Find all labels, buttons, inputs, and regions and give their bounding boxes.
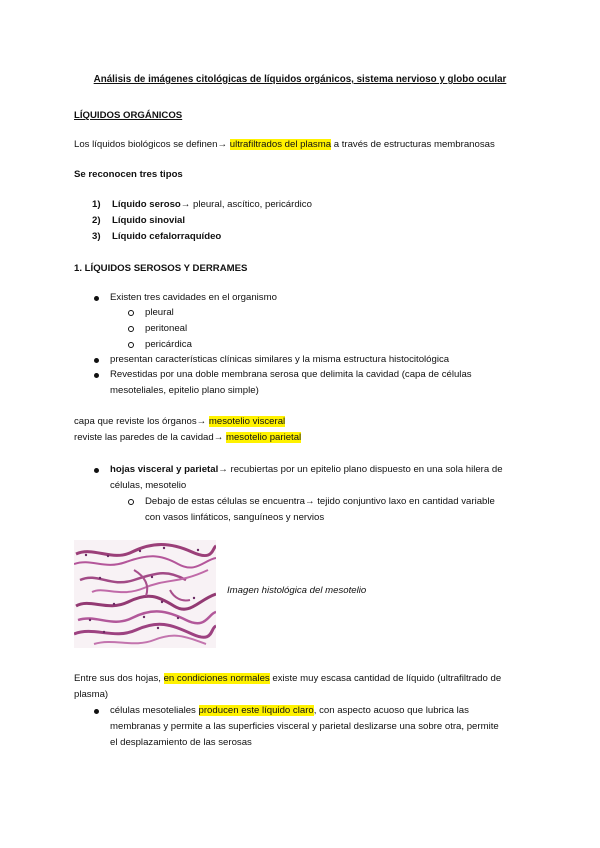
bullet-dot — [94, 468, 99, 473]
layer-text: capa que reviste los órganos→ — [74, 416, 209, 427]
normal-pre: Entre sus dos hojas, — [74, 673, 164, 684]
bullet-revestidas-line1: Revestidas por una doble membrana serosa que delimita la cavidad (capa de células — [110, 369, 472, 380]
layer-parietal — [74, 432, 301, 443]
bullet-revestidas-line2: mesoteliales, epitelio plano simple) — [110, 385, 259, 396]
normal-line2: plasma) — [74, 689, 109, 700]
type-name: Líquido sinovial — [112, 215, 186, 226]
type-number: 2) — [92, 215, 101, 226]
type-item-2 — [92, 215, 185, 226]
sub-item-peritoneal: peritoneal — [145, 323, 188, 334]
type-rest: → pleural, ascítico, pericárdico — [180, 199, 312, 210]
normal-post: existe muy escasa cantidad de líquido (ultrafiltrado de — [269, 673, 502, 684]
sub-item-pleural: pleural — [145, 307, 174, 318]
image-caption: Imagen histológica del mesotelio — [227, 585, 367, 596]
bullet-dot — [94, 296, 99, 301]
type-name: Líquido seroso — [112, 199, 181, 210]
layer-highlight-visceral: mesotelio visceral — [208, 416, 286, 427]
histology-image — [74, 540, 216, 648]
type-item-3 — [92, 231, 221, 242]
bullet-dot — [94, 358, 99, 363]
document-title: Análisis de imágenes citológicas de líquidos orgánicos, sistema nervioso y globo ocular — [93, 74, 507, 85]
section-heading-serosos: 1. LÍQUIDOS SEROSOS Y DERRAMES — [74, 263, 248, 274]
bullet-hojas-line2: células, mesotelio — [110, 480, 187, 491]
histology-image-graphic — [74, 540, 216, 648]
bullet-dot — [94, 709, 99, 714]
layer-visceral — [74, 416, 285, 427]
hojas-bold: hojas visceral y parietal — [110, 464, 219, 475]
intro-highlight: ultrafiltrados del plasma — [229, 139, 332, 150]
normal-highlight: en condiciones normales — [163, 673, 270, 684]
intro-text-pre: Los líquidos biológicos se definen→ — [74, 139, 230, 150]
layer-highlight-parietal: mesotelio parietal — [225, 432, 302, 443]
bullet-caracteristicas: presentan características clínicas similares y la misma estructura histocitológica — [110, 354, 450, 365]
sub-bullet-circle — [128, 310, 134, 316]
bullet-hojas-line1 — [110, 464, 503, 475]
meso-pre: células mesoteliales — [110, 705, 199, 716]
sub-debajo-line1: Debajo de estas células se encuentra→ tejido conjuntivo laxo en cantidad variable — [145, 496, 495, 507]
normal-line1 — [74, 673, 501, 684]
meso-highlight: producen este líquido claro — [198, 705, 314, 716]
sub-bullet-circle — [128, 326, 134, 332]
type-item-1 — [92, 199, 312, 210]
sub-debajo-line2: con vasos linfáticos, sanguíneos y nervios — [145, 512, 325, 523]
hojas-rest: → recubiertas por un epitelio plano dispuesto en una sola hilera de — [218, 464, 503, 475]
intro-paragraph — [74, 139, 495, 150]
section-heading-liquidos-organicos: LÍQUIDOS ORGÁNICOS — [74, 110, 183, 121]
intro-text-post: a través de estructuras membranosas — [331, 139, 495, 150]
meso-line3: el desplazamiento de las serosas — [110, 737, 252, 748]
type-number: 3) — [92, 231, 101, 242]
sub-item-pericardica: pericárdica — [145, 339, 192, 350]
meso-line2: membranas y permite a las superficies visceral y parietal deslizarse una sobre otra, permite — [110, 721, 499, 732]
type-name: Líquido cefalorraquídeo — [112, 231, 222, 242]
meso-post: , con aspecto acuoso que lubrica las — [313, 705, 469, 716]
layer-text: reviste las paredes de la cavidad→ — [74, 432, 226, 443]
type-number: 1) — [92, 199, 101, 210]
types-heading: Se reconocen tres tipos — [74, 169, 183, 180]
meso-line1 — [110, 705, 469, 716]
bullet-cavidades: Existen tres cavidades en el organismo — [110, 292, 277, 303]
sub-bullet-circle — [128, 342, 134, 348]
sub-bullet-circle — [128, 499, 134, 505]
bullet-dot — [94, 373, 99, 378]
